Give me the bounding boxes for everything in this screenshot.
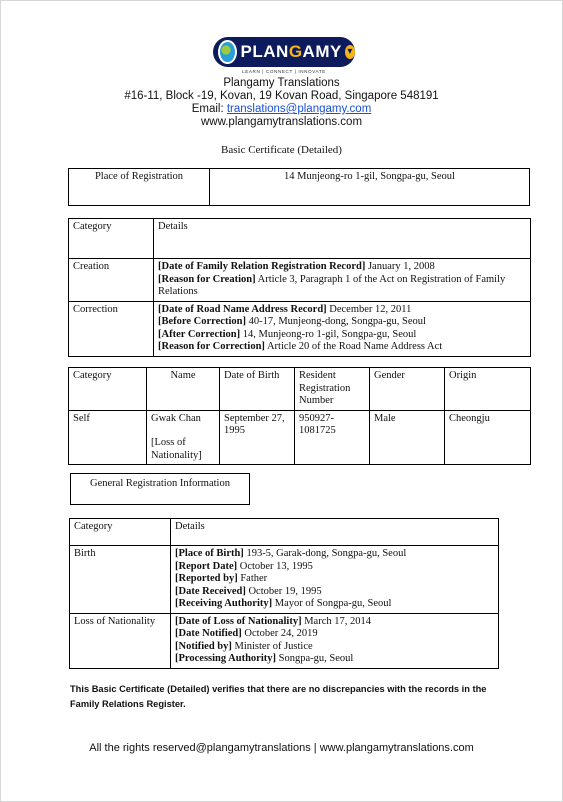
table-row <box>70 613 499 668</box>
company-name: Plangamy Translations <box>223 77 340 89</box>
history-header-category: Category <box>69 219 154 259</box>
person-name-note: [Loss of Nationality] <box>151 437 202 461</box>
history-category: Correction <box>69 301 154 356</box>
detail-key: [Reported by] <box>175 573 238 584</box>
registration-label: Place of Registration <box>69 169 210 206</box>
person-header-name: Name <box>147 368 220 411</box>
detail-value: 40-17, Munjeong-dong, Songpa-gu, Seoul <box>245 316 426 327</box>
person-origin: Cheongju <box>445 410 531 465</box>
document-title: Basic Certificate (Detailed) <box>221 144 342 156</box>
detail-value: October 13, 1995 <box>237 560 313 572</box>
globe-icon <box>218 40 237 64</box>
detail-value: Article 3, Paragraph 1 of the Act on Registration of Family Relations <box>158 273 506 297</box>
detail-value: Minister of Justice <box>231 640 313 652</box>
detail-value: October 24, 2019 <box>241 628 318 639</box>
event-details <box>171 546 499 614</box>
general-registration-label: General Registration Information <box>70 473 250 505</box>
table-row <box>69 301 531 356</box>
page-footer: All the rights reserved@plangamytranslations | www.plangamytranslations.com <box>89 742 474 754</box>
detail-value: Songpa-gu, Seoul <box>276 653 354 664</box>
registration-value: 14 Munjeong-ro 1-gil, Songpa-gu, Seoul <box>210 169 530 206</box>
company-address: #16-11, Block -19, Kovan, 19 Kovan Road, Singapore 548191 <box>124 90 439 102</box>
detail-value: December 12, 2011 <box>326 303 412 315</box>
person-header-origin: Origin <box>445 368 531 411</box>
detail-value: January 1, 2008 <box>365 261 435 272</box>
history-category: Creation <box>69 259 154 302</box>
detail-value: October 19, 1995 <box>245 585 322 597</box>
event-details <box>171 613 499 668</box>
detail-key: [Report Date] <box>175 560 238 572</box>
detail-key: [Receiving Authority] <box>175 598 273 609</box>
history-details <box>154 259 531 302</box>
logo-word-a: PLAN <box>240 42 289 61</box>
detail-key: [Notified by] <box>175 640 232 652</box>
detail-key: [Date of Family Relation Registration Record] <box>158 261 366 272</box>
detail-key: [Before Correction] <box>158 316 246 327</box>
history-table <box>68 218 531 357</box>
detail-key: [Processing Authority] <box>175 653 277 664</box>
events-header-details: Details <box>171 519 499 546</box>
person-header-gender: Gender <box>370 368 445 411</box>
detail-value: Mayor of Songpa-gu, Seoul <box>272 598 392 609</box>
person-header-rrn: Resident Registration Number <box>295 368 370 411</box>
table-row <box>70 546 499 614</box>
plangamy-logo <box>213 37 355 67</box>
logo-tagline: LEARN | CONNECT | INNOVATE <box>242 69 326 74</box>
events-table <box>69 518 499 669</box>
detail-value: 14, Munjeong-ro 1-gil, Songpa-gu, Seoul <box>240 328 417 340</box>
history-details <box>154 301 531 356</box>
detail-key: [Reason for Correction] <box>158 341 265 352</box>
event-category: Loss of Nationality <box>70 613 171 668</box>
verification-statement: This Basic Certificate (Detailed) verifies that there are no discrepancies with the records in the Family Relations Register. <box>70 684 487 709</box>
person-header-category: Category <box>69 368 147 411</box>
logo-word-c: AMY <box>302 42 342 61</box>
company-email-line <box>0 103 563 116</box>
logo-word-b: G <box>288 42 303 61</box>
email-label: Email: <box>191 103 227 115</box>
person-table <box>68 367 531 465</box>
person-name-cell <box>147 410 220 465</box>
detail-value: Article 20 of the Road Name Address Act <box>264 341 443 352</box>
person-gender: Male <box>370 410 445 465</box>
detail-value: 193-5, Garak-dong, Songpa-gu, Seoul <box>243 548 407 559</box>
detail-key: [Date Notified] <box>175 628 242 639</box>
chevron-down-icon: ▾ <box>345 45 355 59</box>
person-header-dob: Date of Birth <box>220 368 295 411</box>
table-row <box>69 259 531 302</box>
detail-key: [Date Received] <box>175 585 246 597</box>
events-header-category: Category <box>70 519 171 546</box>
detail-key: [After Correction] <box>158 328 241 340</box>
detail-key: [Reason for Creation] <box>158 273 256 285</box>
history-header-details: Details <box>154 219 531 259</box>
logo-wordmark <box>241 42 342 62</box>
email-link[interactable]: translations@plangamy.com <box>226 103 372 115</box>
event-category: Birth <box>70 546 171 614</box>
registration-table <box>68 168 530 206</box>
detail-key: [Date of Road Name Address Record] <box>158 303 327 315</box>
person-name: Gwak Chan <box>151 412 201 424</box>
detail-value: Father <box>237 573 268 584</box>
person-dob: September 27, 1995 <box>220 410 295 465</box>
table-row <box>69 410 531 465</box>
company-website: www.plangamytranslations.com <box>200 116 363 128</box>
detail-key: [Place of Birth] <box>175 548 244 559</box>
detail-value: March 17, 2014 <box>301 615 371 627</box>
detail-key: [Date of Loss of Nationality] <box>175 615 302 627</box>
person-rrn: 950927-1081725 <box>295 410 370 465</box>
person-category: Self <box>69 410 147 465</box>
